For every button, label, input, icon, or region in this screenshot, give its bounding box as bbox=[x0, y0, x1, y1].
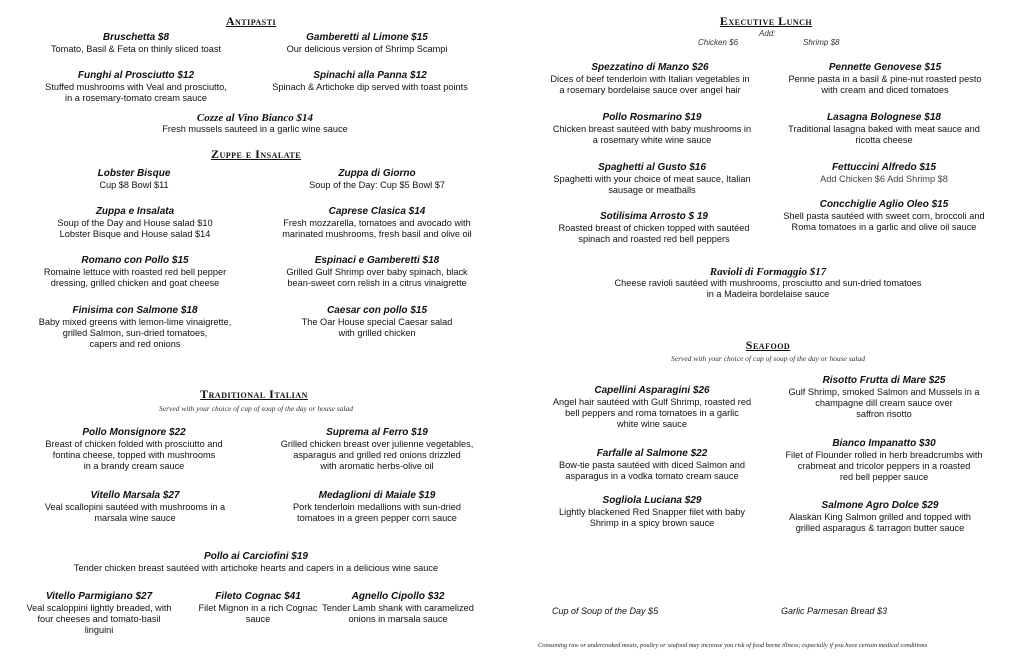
item-desc: Grilled chicken breast over julienne vegetables, bbox=[280, 439, 474, 449]
item-desc: saffron risotto bbox=[856, 409, 912, 420]
item-desc: Alaskan King Salmon grilled and topped with bbox=[789, 512, 971, 522]
item-desc: crabmeat and tricolor peppers in a roasted bbox=[797, 461, 971, 472]
item-name: Bruschetta $8 bbox=[102, 32, 170, 43]
lunch-heading: Executive Lunch bbox=[719, 14, 813, 28]
item-desc: Our delicious version of Shrimp Scampi bbox=[286, 44, 448, 54]
menu-item bbox=[98, 168, 171, 191]
item-desc: a rosemary bordelaise sauce over angel hair bbox=[559, 85, 741, 96]
item-desc: The Oar House special Caesar salad bbox=[301, 317, 453, 327]
item-name: Vitello Marsala $27 bbox=[90, 490, 180, 501]
item-desc: bell peppers and roma tomatoes in a garlic bbox=[565, 408, 739, 419]
item-desc: in a rosemary-tomato cream sauce bbox=[65, 93, 207, 104]
menu-item bbox=[820, 162, 948, 185]
menu-item bbox=[57, 206, 212, 240]
menu-item bbox=[550, 62, 749, 96]
menu-item bbox=[286, 255, 467, 289]
item-desc: Tender Lamb shank with caramelized bbox=[322, 603, 474, 613]
item-desc: Spaghetti with your choice of meat sauce, Italian bbox=[553, 174, 751, 184]
item-desc: Stuffed mushrooms with Veal and prosciutto, bbox=[45, 82, 227, 92]
menu-item bbox=[272, 70, 468, 93]
item-desc: champagne dill cream sauce over bbox=[815, 398, 953, 409]
menu-item bbox=[785, 438, 982, 484]
menu-item bbox=[553, 385, 751, 431]
menu-item bbox=[789, 375, 980, 421]
item-desc: bean-sweet corn relish in a citrus vinaigrette bbox=[287, 278, 467, 289]
menu-item bbox=[281, 427, 474, 473]
item-desc: Traditional lasagna baked with meat sauce and bbox=[788, 124, 980, 134]
lunch-add-chicken: Chicken $6 bbox=[698, 38, 739, 47]
item-desc: with aromatic herbs-olive oil bbox=[320, 461, 434, 472]
item-desc: asparagus in a vodka tomato cream sauce bbox=[565, 471, 739, 482]
item-desc: Pork tenderloin medallions with sun-dried bbox=[292, 502, 462, 512]
item-desc: Lobster Bisque and House salad $14 bbox=[59, 229, 211, 240]
item-name: Farfalle al Salmone $22 bbox=[596, 448, 708, 459]
item-desc: Tomato, Basil & Feta on thinly sliced toast bbox=[50, 44, 222, 54]
item-desc: marinated mushrooms, fresh basil and olive oil bbox=[282, 229, 472, 240]
item-desc: four cheeses and tomato-basil bbox=[37, 614, 161, 625]
item-name: Bianco Impanatto $30 bbox=[832, 438, 936, 449]
antipasti-heading: Antipasti bbox=[225, 14, 277, 28]
lunch-add-label: Add: bbox=[759, 29, 776, 38]
menu-item bbox=[44, 255, 226, 289]
menu-item bbox=[788, 62, 981, 96]
item-name: Gamberetti al Limone $15 bbox=[306, 32, 428, 43]
item-desc: Dices of beef tenderloin with Italian vegetables in bbox=[550, 74, 750, 84]
item-name: Spinachi alla Panna $12 bbox=[313, 70, 427, 81]
item-name: Cozze al Vino Bianco $14 bbox=[196, 112, 314, 124]
item-desc: Chicken breast sautéed with baby mushrooms in bbox=[552, 124, 752, 134]
item-desc: Fresh mussels sauteed in a garlic wine sauce bbox=[162, 124, 348, 134]
item-name: Pennette Genovese $15 bbox=[828, 62, 942, 73]
item-desc: sauce bbox=[245, 614, 271, 625]
item-desc: sausage or meatballs bbox=[608, 185, 696, 196]
item-desc: marsala wine sauce bbox=[94, 513, 176, 524]
item-name: Suprema al Ferro $19 bbox=[326, 427, 428, 438]
item-name: Funghi al Prosciutto $12 bbox=[77, 70, 195, 81]
item-name: Sotilisima Arrosto $ 19 bbox=[600, 211, 708, 222]
item-name: Sogliola Luciana $29 bbox=[602, 495, 702, 506]
menu-item bbox=[45, 427, 222, 473]
item-name: Finisima con Salmone $18 bbox=[72, 305, 198, 316]
menu-item bbox=[282, 206, 471, 240]
item-name: Lobster Bisque bbox=[97, 168, 171, 179]
item-desc: linguini bbox=[84, 625, 114, 636]
menu-item bbox=[309, 168, 445, 191]
item-desc: Soup of the Day: Cup $5 Bowl $7 bbox=[309, 180, 445, 190]
item-desc: asparagus and grilled red onions drizzled bbox=[293, 450, 461, 461]
lunch-add-shrimp: Shrimp $8 bbox=[803, 38, 840, 47]
menu-item bbox=[199, 591, 318, 625]
item-desc: with grilled chicken bbox=[338, 328, 416, 339]
menu-item bbox=[302, 305, 453, 339]
seafood-heading: Seafood bbox=[745, 338, 791, 352]
menu-item bbox=[293, 490, 461, 524]
item-desc: Bow-tie pasta sautéed with diced Salmon and bbox=[559, 460, 745, 470]
item-name: Fileto Cognac $41 bbox=[215, 591, 301, 602]
item-desc: Spinach & Artichoke dip served with toast points bbox=[272, 82, 468, 92]
item-desc: tomatoes in a green pepper corn sauce bbox=[297, 513, 457, 524]
menu-item bbox=[783, 199, 984, 233]
item-name: Pollo ai Carciofini $19 bbox=[204, 551, 308, 562]
item-desc: onions in marsala sauce bbox=[348, 614, 448, 625]
item-desc: Lightly blackened Red Snapper filet with baby bbox=[559, 507, 745, 517]
item-desc: grilled Salmon, sun-dried tomatoes, bbox=[62, 328, 208, 339]
item-desc: Filet of Flounder rolled in herb breadcrumbs with bbox=[785, 450, 983, 460]
item-name: Concchiglie Aglio Oleo $15 bbox=[819, 199, 949, 210]
menu-item bbox=[74, 551, 438, 574]
item-desc: Gulf Shrimp, smoked Salmon and Mussels in a bbox=[788, 387, 980, 397]
item-name: Agnello Cipollo $32 bbox=[351, 591, 445, 602]
item-desc: red bell pepper sauce bbox=[839, 472, 929, 483]
item-desc: in a Madeira bordelaise sauce bbox=[706, 289, 830, 300]
menu-item bbox=[558, 211, 749, 245]
item-name: Spezzatino di Manzo $26 bbox=[591, 62, 709, 73]
item-name: Salmone Agro Dolce $29 bbox=[821, 500, 939, 511]
item-desc: Shrimp in a spicy brown sauce bbox=[589, 518, 715, 529]
item-name: Ravioli di Formaggio $17 bbox=[709, 266, 827, 278]
item-desc: a rosemary white wine sauce bbox=[592, 135, 712, 146]
menu-item bbox=[287, 32, 448, 55]
zuppe-heading: Zuppe e Insalate bbox=[210, 147, 302, 161]
item-desc: spinach and roasted red bell peppers bbox=[578, 234, 730, 245]
menu-item bbox=[26, 591, 171, 637]
item-desc: Tender chicken breast sautéed with artichoke hearts and capers in a delicious wine sauce bbox=[73, 563, 439, 573]
item-name: Vitello Parmigiano $27 bbox=[45, 591, 153, 602]
item-name: Pollo Monsignore $22 bbox=[82, 427, 186, 438]
menu-item bbox=[553, 112, 751, 146]
menu-item bbox=[559, 448, 745, 482]
garlic-bread-price: Garlic Parmesan Bread $3 bbox=[781, 606, 888, 616]
item-name: Lasagna Bolognese $18 bbox=[827, 112, 941, 123]
menu-item bbox=[45, 490, 225, 524]
item-desc: Cup $8 Bowl $11 bbox=[99, 180, 169, 190]
item-desc: Penne pasta in a basil & pine-nut roasted pesto bbox=[788, 74, 982, 84]
item-name: Espinaci e Gamberetti $18 bbox=[314, 255, 440, 266]
item-name: Caesar con pollo $15 bbox=[326, 305, 428, 316]
item-name: Spaghetti al Gusto $16 bbox=[598, 162, 706, 173]
item-name: Capellini Asparagini $26 bbox=[594, 385, 710, 396]
item-desc: Veal scallopini sautéed with mushrooms in a bbox=[44, 502, 226, 512]
item-desc: Filet Mignon in a rich Cognac bbox=[198, 603, 318, 613]
item-desc: Breast of chicken folded with prosciutto and bbox=[45, 439, 223, 449]
item-desc: Roma tomatoes in a garlic and olive oil sauce bbox=[791, 222, 977, 233]
menu-item bbox=[39, 305, 232, 351]
item-name: Caprese Clasica $14 bbox=[328, 206, 426, 217]
item-desc: Baby mixed greens with lemon-lime vinaigrette, bbox=[38, 317, 232, 327]
menu-item bbox=[789, 500, 971, 534]
italian-heading: Traditional Italian bbox=[200, 387, 308, 401]
soup-of-day-price: Cup of Soup of the Day $5 bbox=[552, 606, 659, 616]
item-desc: grilled asparagus & tarragon butter sauce bbox=[795, 523, 965, 534]
item-desc: dressing, grilled chicken and goat cheese bbox=[50, 278, 220, 289]
menu-item bbox=[45, 70, 227, 104]
item-desc: Grilled Gulf Shrimp over baby spinach, black bbox=[286, 267, 468, 277]
item-desc: Roasted breast of chicken topped with sautéed bbox=[558, 223, 750, 233]
food-safety-disclaimer: Consuming raw or undercooked meats, poultry or seafood may increase you risk of food borne illness; especially if you have certain medical conditions bbox=[538, 642, 928, 649]
item-name: Fettuccini Alfredo $15 bbox=[831, 162, 937, 173]
seafood-note: Served with your choice of cup of soup of the day or house salad bbox=[671, 354, 865, 363]
item-desc: ricotta cheese bbox=[855, 135, 913, 146]
item-name: Pollo Rosmarino $19 bbox=[602, 112, 702, 123]
item-desc: Veal scaloppini lightly breaded, with bbox=[26, 603, 172, 613]
item-desc: Cheese ravioli sautéed with mushrooms, prosciutto and sun-dried tomatoes bbox=[614, 278, 922, 288]
item-name: Risotto Frutta di Mare $25 bbox=[822, 375, 946, 386]
item-desc: Add Chicken $6 Add Shrimp $8 bbox=[820, 174, 948, 184]
item-desc: Shell pasta sautéed with sweet corn, broccoli and bbox=[783, 211, 985, 221]
item-desc: Soup of the Day and House salad $10 bbox=[57, 218, 213, 228]
menu-item bbox=[51, 32, 221, 55]
item-desc: white wine sauce bbox=[617, 419, 687, 430]
menu-item bbox=[162, 112, 347, 135]
menu-item bbox=[559, 495, 745, 529]
menu-item bbox=[553, 162, 750, 196]
italian-note: Served with your choice of cup of soup of the day or house salad bbox=[159, 404, 353, 413]
item-name: Zuppa e Insalata bbox=[95, 206, 175, 217]
item-desc: in a brandy cream sauce bbox=[83, 461, 185, 472]
item-desc: capers and red onions bbox=[89, 339, 181, 350]
menu-item bbox=[322, 591, 474, 625]
menu-item bbox=[788, 112, 980, 146]
item-desc: Angel hair sautéed with Gulf Shrimp, roasted red bbox=[552, 397, 752, 407]
item-desc: with cream and diced tomatoes bbox=[821, 85, 949, 96]
item-desc: Fresh mozzarella, tomatoes and avocado with bbox=[283, 218, 471, 228]
item-desc: fontina cheese, topped with mushrooms bbox=[52, 450, 216, 461]
item-name: Romano con Pollo $15 bbox=[81, 255, 189, 266]
item-desc: Romaine lettuce with roasted red bell pepper bbox=[43, 267, 227, 277]
item-name: Zuppa di Giorno bbox=[338, 168, 416, 179]
menu-item bbox=[615, 266, 922, 300]
item-name: Medaglioni di Maiale $19 bbox=[318, 490, 436, 501]
